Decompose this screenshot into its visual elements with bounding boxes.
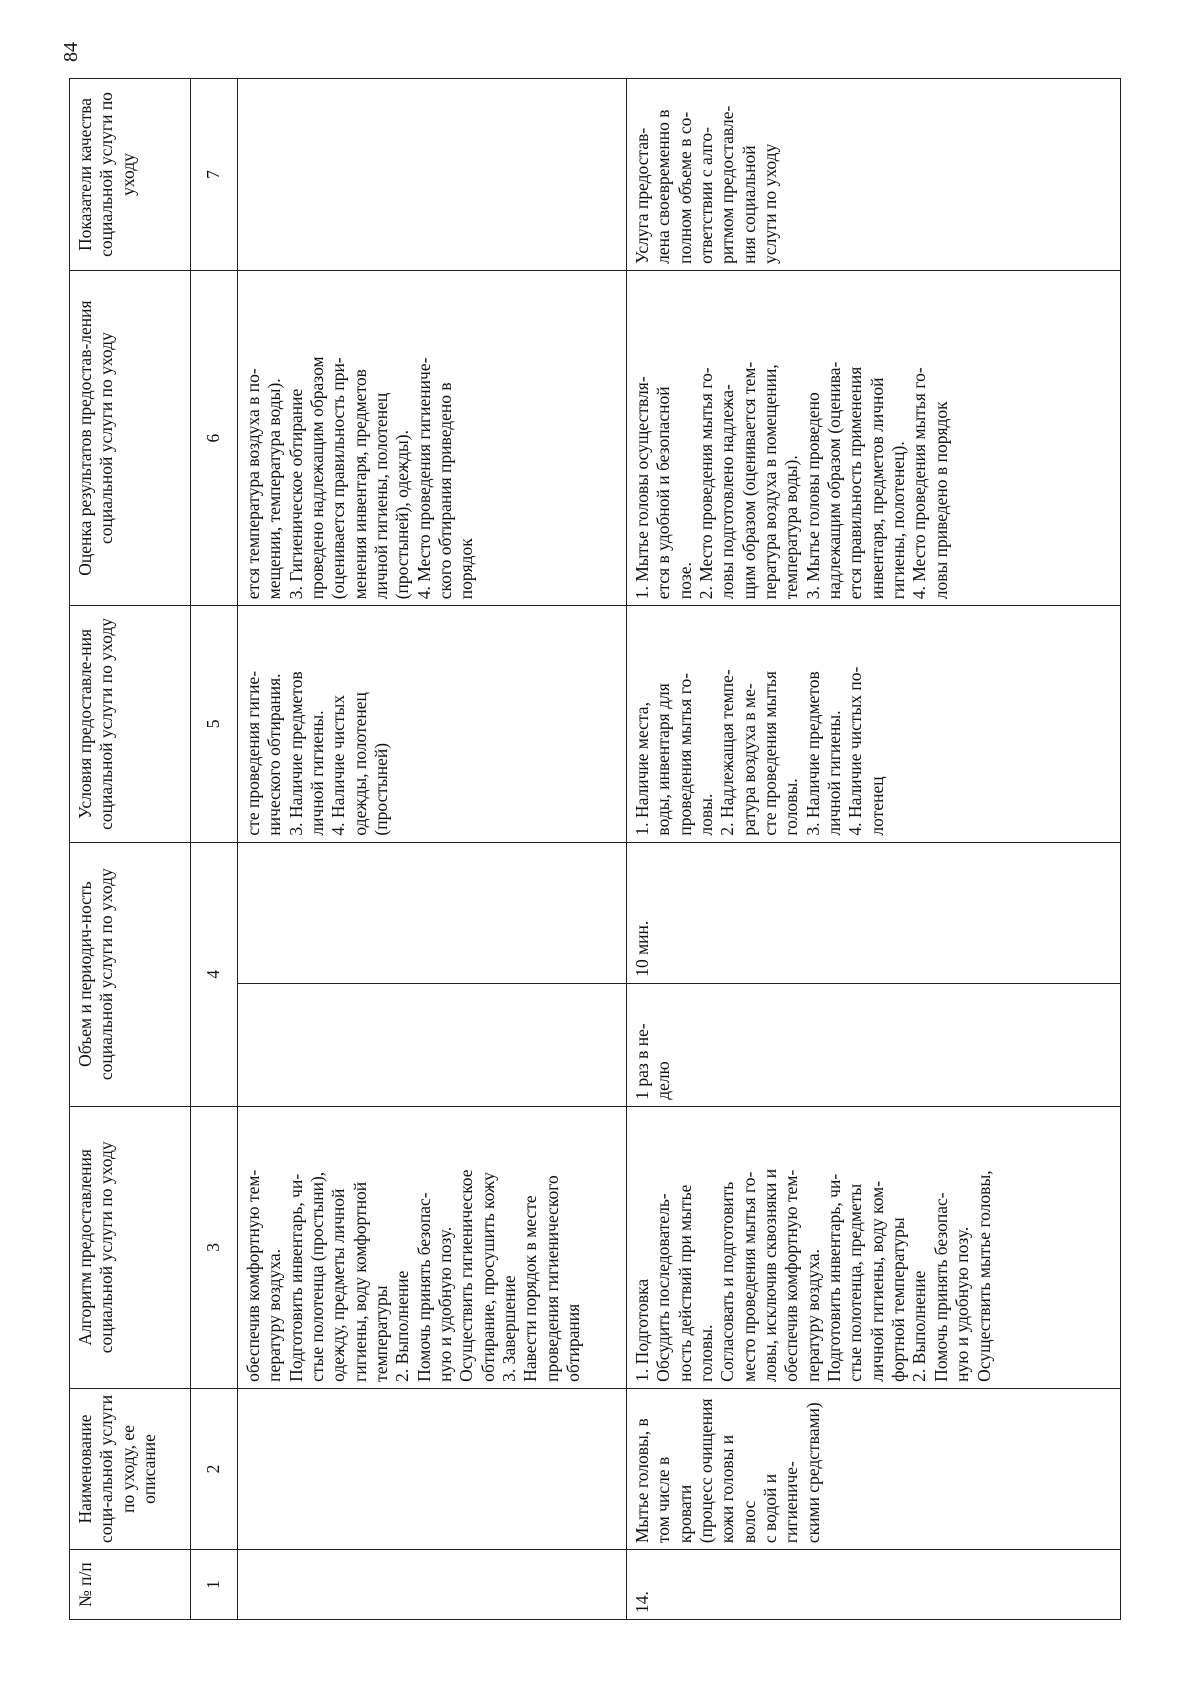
column-number-row bbox=[191, 79, 238, 1620]
column-number-2: 2 bbox=[191, 1388, 238, 1549]
header-algorithm: Алгоритм предоставления социальной услуги по уходу bbox=[70, 1106, 191, 1388]
page-number: 84 bbox=[60, 42, 82, 62]
cell-evaluation: ется температура воздуха в по- мещении, температура воды). 3. Гигиеническое обтирание проведено надлежащим образом (оценивается правильность при- менения инвентаря, предметов личной гигиены, полотенец (простыней), одежды). 4. Место проведения гигиениче- ского обтирания приведено в порядок bbox=[238, 270, 627, 605]
cell-number bbox=[238, 1550, 627, 1620]
cell-volume bbox=[627, 842, 1121, 1106]
column-number-4: 4 bbox=[191, 842, 238, 1106]
header-service-name: Наименование соци-альной услуги по уходу, ее описание bbox=[70, 1388, 191, 1549]
header-number: № п/п bbox=[70, 1550, 191, 1620]
cell-algorithm: 1. Подготовка Обсудить последователь- ность действий при мытье головы. Согласовать и подготовить место проведения мытья го- ловы, исключив сквозняки и обеспечив комфортную тем- пературу воздуха. Подготовить инвентарь, чи- стые полотенца, предметы личной гигиены, воду ком- фортной температуры 2. Выполнение Помочь принять безопас- ную и удобную позу. Осуществить мытье головы, bbox=[627, 1106, 1121, 1388]
header-conditions: Условия предоставле-ния социальной услуги по уходу bbox=[70, 606, 191, 842]
header-row bbox=[70, 79, 191, 1620]
table-row-continued bbox=[238, 79, 627, 1620]
column-number-6: 6 bbox=[191, 270, 238, 605]
cell-service-name: Мытье головы, в том числе в кровати (процесс очищения кожи головы и волос с водой и гигиениче- скими средствами) bbox=[627, 1388, 1121, 1549]
cell-service-name bbox=[238, 1388, 627, 1549]
header-quality: Показатели качества социальной услуги по уходу bbox=[70, 79, 191, 271]
rotated-page-content bbox=[69, 78, 1121, 1620]
cell-volume-periodicity: 1 раз в не- делю bbox=[627, 983, 1120, 1106]
cell-volume-duration: 10 мин. bbox=[632, 920, 652, 977]
cell-volume bbox=[238, 842, 627, 1106]
cell-algorithm: обеспечив комфортную тем- пературу воздуха. Подготовить инвентарь, чи- стые полотенца (простыни), одежду, предметы личной гигиены, воду комфортной температуры 2. Выполнение Помочь принять безопас- ную и удобную позу. Осуществить гигиеническое обтирание, просушить кожу 3. Завершение Навести порядок в месте проведения гигиенического обтирания bbox=[238, 1106, 627, 1388]
header-volume: Объем и периодич-ность социальной услуги по уходу bbox=[70, 842, 191, 1106]
cell-evaluation: 1. Мытье головы осуществля- ется в удобной и безопасной позе. 2. Место проведения мытья го- ловы подготовлено надлежа- щим образом (оценивается тем- пература воздуха в помещении, температура воды). 3. Мытье головы проведено надлежащим образом (оценива- ется правильность применения инвентаря, предметов личной гигиены, полотенец). 4. Место проведения мытья го- ловы приведено в порядок bbox=[627, 270, 1121, 605]
column-number-3: 3 bbox=[191, 1106, 238, 1388]
column-number-5: 5 bbox=[191, 606, 238, 842]
column-number-1: 1 bbox=[191, 1550, 238, 1620]
column-number-7: 7 bbox=[191, 79, 238, 271]
services-table bbox=[69, 78, 1121, 1620]
cell-volume-periodicity bbox=[238, 983, 626, 1106]
header-evaluation: Оценка результатов предостав-ления социальной услуги по уходу bbox=[70, 270, 191, 605]
cell-quality: Услуга предостав- лена своевременно в полном объеме в со- ответствии с алго- ритмом предоставле- ния социальной услуги по уходу bbox=[627, 79, 1121, 271]
cell-quality bbox=[238, 79, 627, 271]
cell-conditions: сте проведения гигие- нического обтирания. 3. Наличие предметов личной гигиены. 4. Наличие чистых одежды, полотенец (простыней) bbox=[238, 606, 627, 842]
cell-number: 14. bbox=[627, 1550, 1121, 1620]
cell-conditions: 1. Наличие места, воды, инвентаря для проведения мытья го- ловы. 2. Надлежащая темпе- ратура воздуха в ме- сте проведения мытья головы. 3. Наличие предметов личной гигиены. 4. Наличие чистых по- лотенец bbox=[627, 606, 1121, 842]
table-row-14 bbox=[627, 79, 1121, 1620]
cell-volume-duration bbox=[238, 843, 626, 983]
